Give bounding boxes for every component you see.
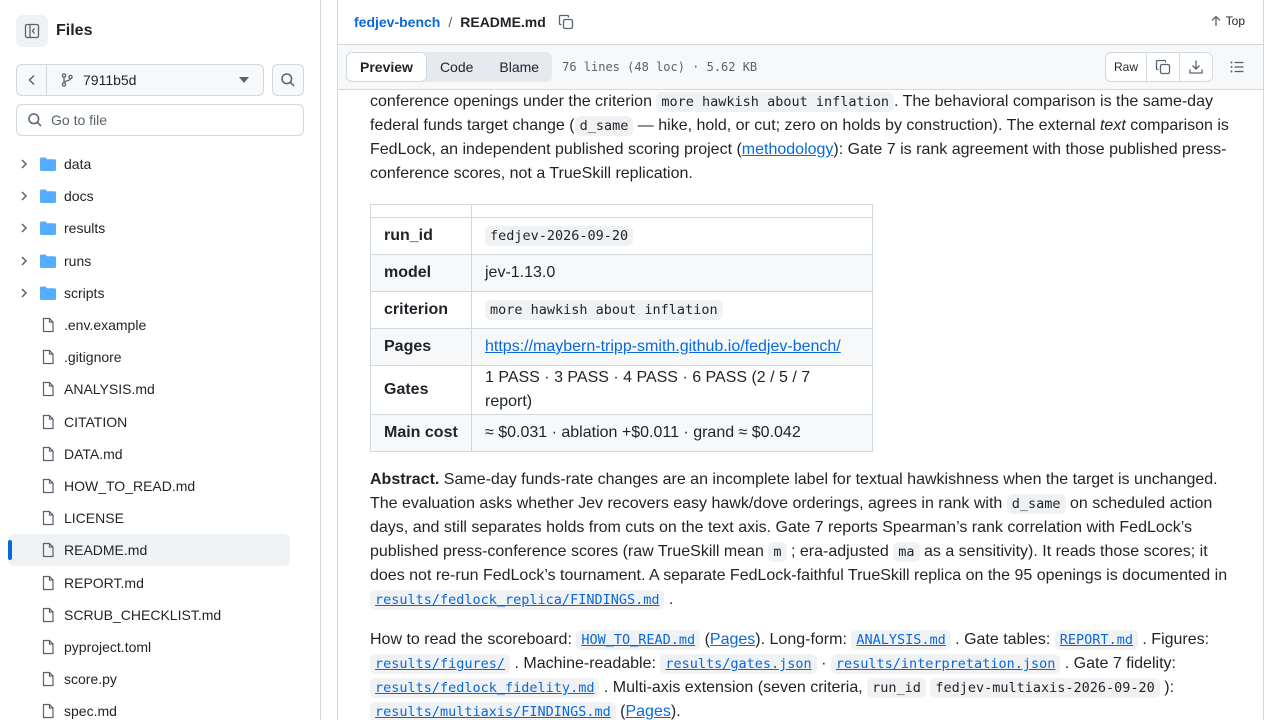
file-icon (40, 607, 56, 623)
emphasis: text (1099, 117, 1126, 134)
arrow-up-icon (1210, 15, 1222, 27)
file-view (337, 0, 1264, 720)
download-icon (1188, 59, 1204, 75)
fedlock-fidelity-link[interactable] (370, 679, 599, 696)
text: How to read the scoreboard: (370, 631, 577, 648)
table-value (472, 218, 873, 255)
inline-code: d_same (575, 116, 634, 136)
table-key: Gates (371, 366, 472, 415)
back-button[interactable] (17, 65, 47, 95)
text: · (816, 655, 831, 672)
text: . Figures: (1137, 631, 1210, 648)
abstract-label: Abstract. (370, 471, 440, 488)
intro-paragraph (370, 90, 1240, 186)
text: ( (615, 703, 626, 720)
analysis-link[interactable] (851, 631, 950, 648)
list-unordered-icon (1229, 59, 1245, 75)
copy-path-button[interactable] (558, 14, 574, 30)
folder-item[interactable] (8, 277, 290, 309)
inline-code: d_same (1007, 494, 1066, 514)
table-value: ≈ $0.031 · ablation +$0.011 · grand ≈ $0.042 (472, 415, 873, 452)
file-icon (40, 542, 56, 558)
file-meta: 76 lines (48 loc) · 5.62 KB (562, 60, 758, 74)
file-toolbar (338, 45, 1263, 90)
text: . Machine-readable: (510, 655, 661, 672)
branch-selector[interactable] (16, 64, 264, 96)
text: . Gate tables: (950, 631, 1055, 648)
run-metadata-table (370, 204, 873, 452)
table-key: run_id (371, 218, 472, 255)
file-label: DATA.md (64, 445, 123, 462)
file-item[interactable] (8, 502, 290, 534)
interpretation-json-link[interactable] (831, 655, 1060, 672)
text: comparison is FedLock, an independent published scoring project ( (370, 117, 1229, 158)
folder-item[interactable] (8, 245, 290, 277)
chevron-right-icon[interactable] (16, 158, 32, 170)
text: ). (670, 703, 681, 720)
table-row (371, 292, 873, 329)
file-action-group (1105, 52, 1213, 82)
how-to-read-paragraph (370, 628, 1240, 720)
folder-item[interactable] (8, 180, 290, 212)
inline-code-link[interactable]: results/gates.json (660, 654, 816, 674)
inline-code-link[interactable]: HOW_TO_READ.md (576, 630, 700, 650)
inline-code: ma (893, 542, 919, 562)
file-item[interactable] (8, 406, 290, 438)
folder-label: results (64, 220, 106, 237)
table-row (371, 255, 873, 292)
file-label: REPORT.md (64, 574, 144, 591)
text: . Multi-axis extension (seven criteria, (599, 679, 868, 696)
folder-icon (40, 254, 56, 268)
file-label: .gitignore (64, 349, 122, 366)
text: ). Long-form: (755, 631, 852, 648)
table-row (371, 218, 873, 255)
inline-code: more hawkish about inflation (485, 300, 723, 320)
folder-icon (40, 286, 56, 300)
report-link[interactable] (1055, 631, 1138, 648)
pages-link[interactable]: Pages (709, 631, 756, 648)
sidebar-header (16, 15, 92, 47)
inline-code: fedjev-multiaxis-2026-09-20 (930, 678, 1159, 698)
readme-content (370, 90, 1240, 720)
file-icon (40, 381, 56, 397)
collapse-sidebar-button[interactable] (16, 15, 48, 47)
file-item[interactable] (8, 438, 290, 470)
file-tree (8, 148, 290, 720)
file-label: SCRUB_CHECKLIST.md (64, 606, 222, 623)
file-label: .env.example (64, 317, 147, 334)
folder-icon (40, 157, 56, 171)
inline-code: run_id (867, 678, 926, 698)
breadcrumb-repo-link[interactable]: fedjev-bench (354, 14, 441, 30)
table-header-cell (371, 205, 472, 218)
folder-label: runs (64, 252, 92, 269)
text: . The behavioral comparison is the same-day federal funds target change ( (370, 93, 1213, 134)
text: Same-day funds-rate changes are an incomplete label for textual hawkishness when the target is unchanged. The evaluation asks whether Jev recovers easy hawk/dove orderings, agrees in rank with (370, 471, 1218, 512)
file-icon (40, 510, 56, 526)
folder-icon (40, 221, 56, 235)
search-icon (27, 112, 43, 128)
file-icon (40, 575, 56, 591)
file-icon (40, 349, 56, 365)
folder-item[interactable] (8, 212, 290, 244)
file-label: CITATION (64, 413, 128, 430)
breadcrumb-separator: / (448, 14, 453, 30)
table-header-cell (472, 205, 873, 218)
top-label: Top (1225, 14, 1245, 28)
outline-button[interactable] (1229, 59, 1245, 75)
chevron-right-icon[interactable] (16, 190, 32, 202)
text: ): (1159, 679, 1175, 696)
go-to-file-field[interactable] (16, 104, 304, 136)
download-button[interactable] (1180, 53, 1212, 81)
view-mode-tabs (346, 52, 552, 82)
file-icon (40, 446, 56, 462)
copy-icon (558, 14, 574, 30)
inline-code: fedjev-2026-09-20 (485, 226, 633, 246)
file-item[interactable] (8, 695, 290, 720)
inline-code: more hawkish about inflation (656, 92, 894, 112)
back-to-top-button[interactable] (1210, 14, 1245, 28)
inline-code-link[interactable]: results/fedlock_fidelity.md (370, 678, 599, 698)
file-item[interactable] (8, 309, 290, 341)
abstract-paragraph (370, 468, 1240, 612)
table-row (371, 329, 873, 366)
inline-code-link[interactable]: results/interpretation.json (831, 654, 1060, 674)
table-row (371, 415, 873, 452)
search-files-button[interactable] (272, 64, 304, 96)
sidebar-title: Files (56, 22, 93, 39)
file-tree-sidebar (0, 0, 321, 720)
caret-down-icon (239, 77, 249, 83)
pages-link[interactable]: Pages (625, 703, 671, 720)
multiaxis-findings-link[interactable] (370, 703, 616, 720)
how-to-read-link[interactable] (576, 631, 700, 648)
file-icon (40, 703, 56, 719)
methodology-link[interactable]: methodology (741, 141, 834, 158)
table-key: Main cost (371, 415, 472, 452)
text: as a sensitivity). It reads those scores; it does not re-run FedLock’s tournament. A separate FedLock-faithful TrueSkill replica on the 95 openings is documented in (370, 543, 1228, 584)
branch-name: 7911b5d (83, 72, 137, 88)
text: conference openings under the criterion (370, 93, 657, 110)
file-label: pyproject.toml (64, 638, 152, 655)
active-indicator (8, 540, 12, 560)
copy-icon (1155, 59, 1171, 75)
text: . Gate 7 fidelity: (1060, 655, 1176, 672)
folder-label: data (64, 156, 92, 173)
folder-item[interactable] (8, 148, 290, 180)
text: ): Gate 7 is rank agreement with those published press-conference scores, not a TrueSkill replication. (370, 141, 1227, 182)
text: ; era-adjusted (786, 543, 894, 560)
file-icon (40, 671, 56, 687)
table-value (472, 292, 873, 329)
file-label: LICENSE (64, 510, 124, 527)
sidebar-collapse-icon (24, 23, 40, 39)
file-actions (1105, 52, 1245, 82)
tab-code[interactable]: Code (439, 59, 474, 75)
table-value: jev-1.13.0 (472, 255, 873, 292)
text: ( (700, 631, 710, 648)
text: on scheduled action days, and still separates holds from cuts on the text axis. Gate 7 reports Spearman’s rank correlation with FedLock’s published press-conference scores (raw TrueSkill mean (370, 495, 1213, 560)
table-key: criterion (371, 292, 472, 329)
file-icon (40, 478, 56, 494)
file-item[interactable] (8, 470, 290, 502)
search-icon (280, 72, 296, 88)
chevron-right-icon[interactable] (16, 222, 32, 234)
file-label: ANALYSIS.md (64, 381, 155, 398)
table-key: model (371, 255, 472, 292)
branch-dropdown[interactable] (47, 72, 263, 88)
file-label: spec.md (64, 703, 117, 720)
table-value (472, 329, 873, 366)
file-item[interactable] (8, 341, 290, 373)
file-label: README.md (64, 542, 148, 559)
inline-code-link[interactable]: ANALYSIS.md (851, 630, 950, 650)
file-item-active[interactable] (8, 534, 290, 566)
inline-code-link[interactable]: results/multiaxis/FINDINGS.md (370, 702, 616, 720)
file-label: score.py (64, 671, 117, 688)
tab-blame[interactable]: Blame (499, 59, 540, 75)
gates-json-link[interactable] (660, 655, 816, 672)
copy-raw-button[interactable] (1147, 53, 1180, 81)
folder-icon (40, 189, 56, 203)
breadcrumb (338, 0, 1263, 45)
fedlock-replica-findings-link[interactable] (370, 591, 664, 608)
file-icon (40, 639, 56, 655)
file-item[interactable] (8, 663, 290, 695)
file-label: HOW_TO_READ.md (64, 477, 196, 494)
file-item[interactable] (8, 599, 290, 631)
file-icon (40, 317, 56, 333)
git-branch-icon (59, 72, 75, 88)
chevron-right-icon[interactable] (16, 255, 32, 267)
pages-link[interactable]: https://maybern-tripp-smith.github.io/fedjev-bench/ (485, 338, 841, 355)
inline-code: m (768, 542, 786, 562)
file-icon (40, 414, 56, 430)
text: . (664, 591, 674, 608)
file-item[interactable] (8, 566, 290, 598)
file-item[interactable] (8, 631, 290, 663)
folder-label: docs (64, 188, 94, 205)
chevron-left-icon (24, 72, 40, 88)
table-value: 1 PASS · 3 PASS · 4 PASS · 6 PASS (2 / 5 / 7 report) (472, 366, 873, 415)
branch-row (16, 64, 304, 96)
file-item[interactable] (8, 373, 290, 405)
folder-label: scripts (64, 284, 105, 301)
inline-code-link[interactable]: results/figures/ (370, 654, 510, 674)
go-to-file-input[interactable] (51, 112, 281, 128)
inline-code-link[interactable]: results/fedlock_replica/FINDINGS.md (370, 590, 664, 610)
raw-button[interactable]: Raw (1106, 53, 1147, 81)
table-row (371, 366, 873, 415)
text: — hike, hold, or cut; zero on holds by construction). The external (633, 117, 1100, 134)
chevron-right-icon[interactable] (16, 287, 32, 299)
table-key: Pages (371, 329, 472, 366)
inline-code-link[interactable]: REPORT.md (1055, 630, 1138, 650)
breadcrumb-file: README.md (460, 14, 546, 30)
figures-link[interactable] (370, 655, 510, 672)
tab-preview[interactable]: Preview (346, 52, 427, 82)
